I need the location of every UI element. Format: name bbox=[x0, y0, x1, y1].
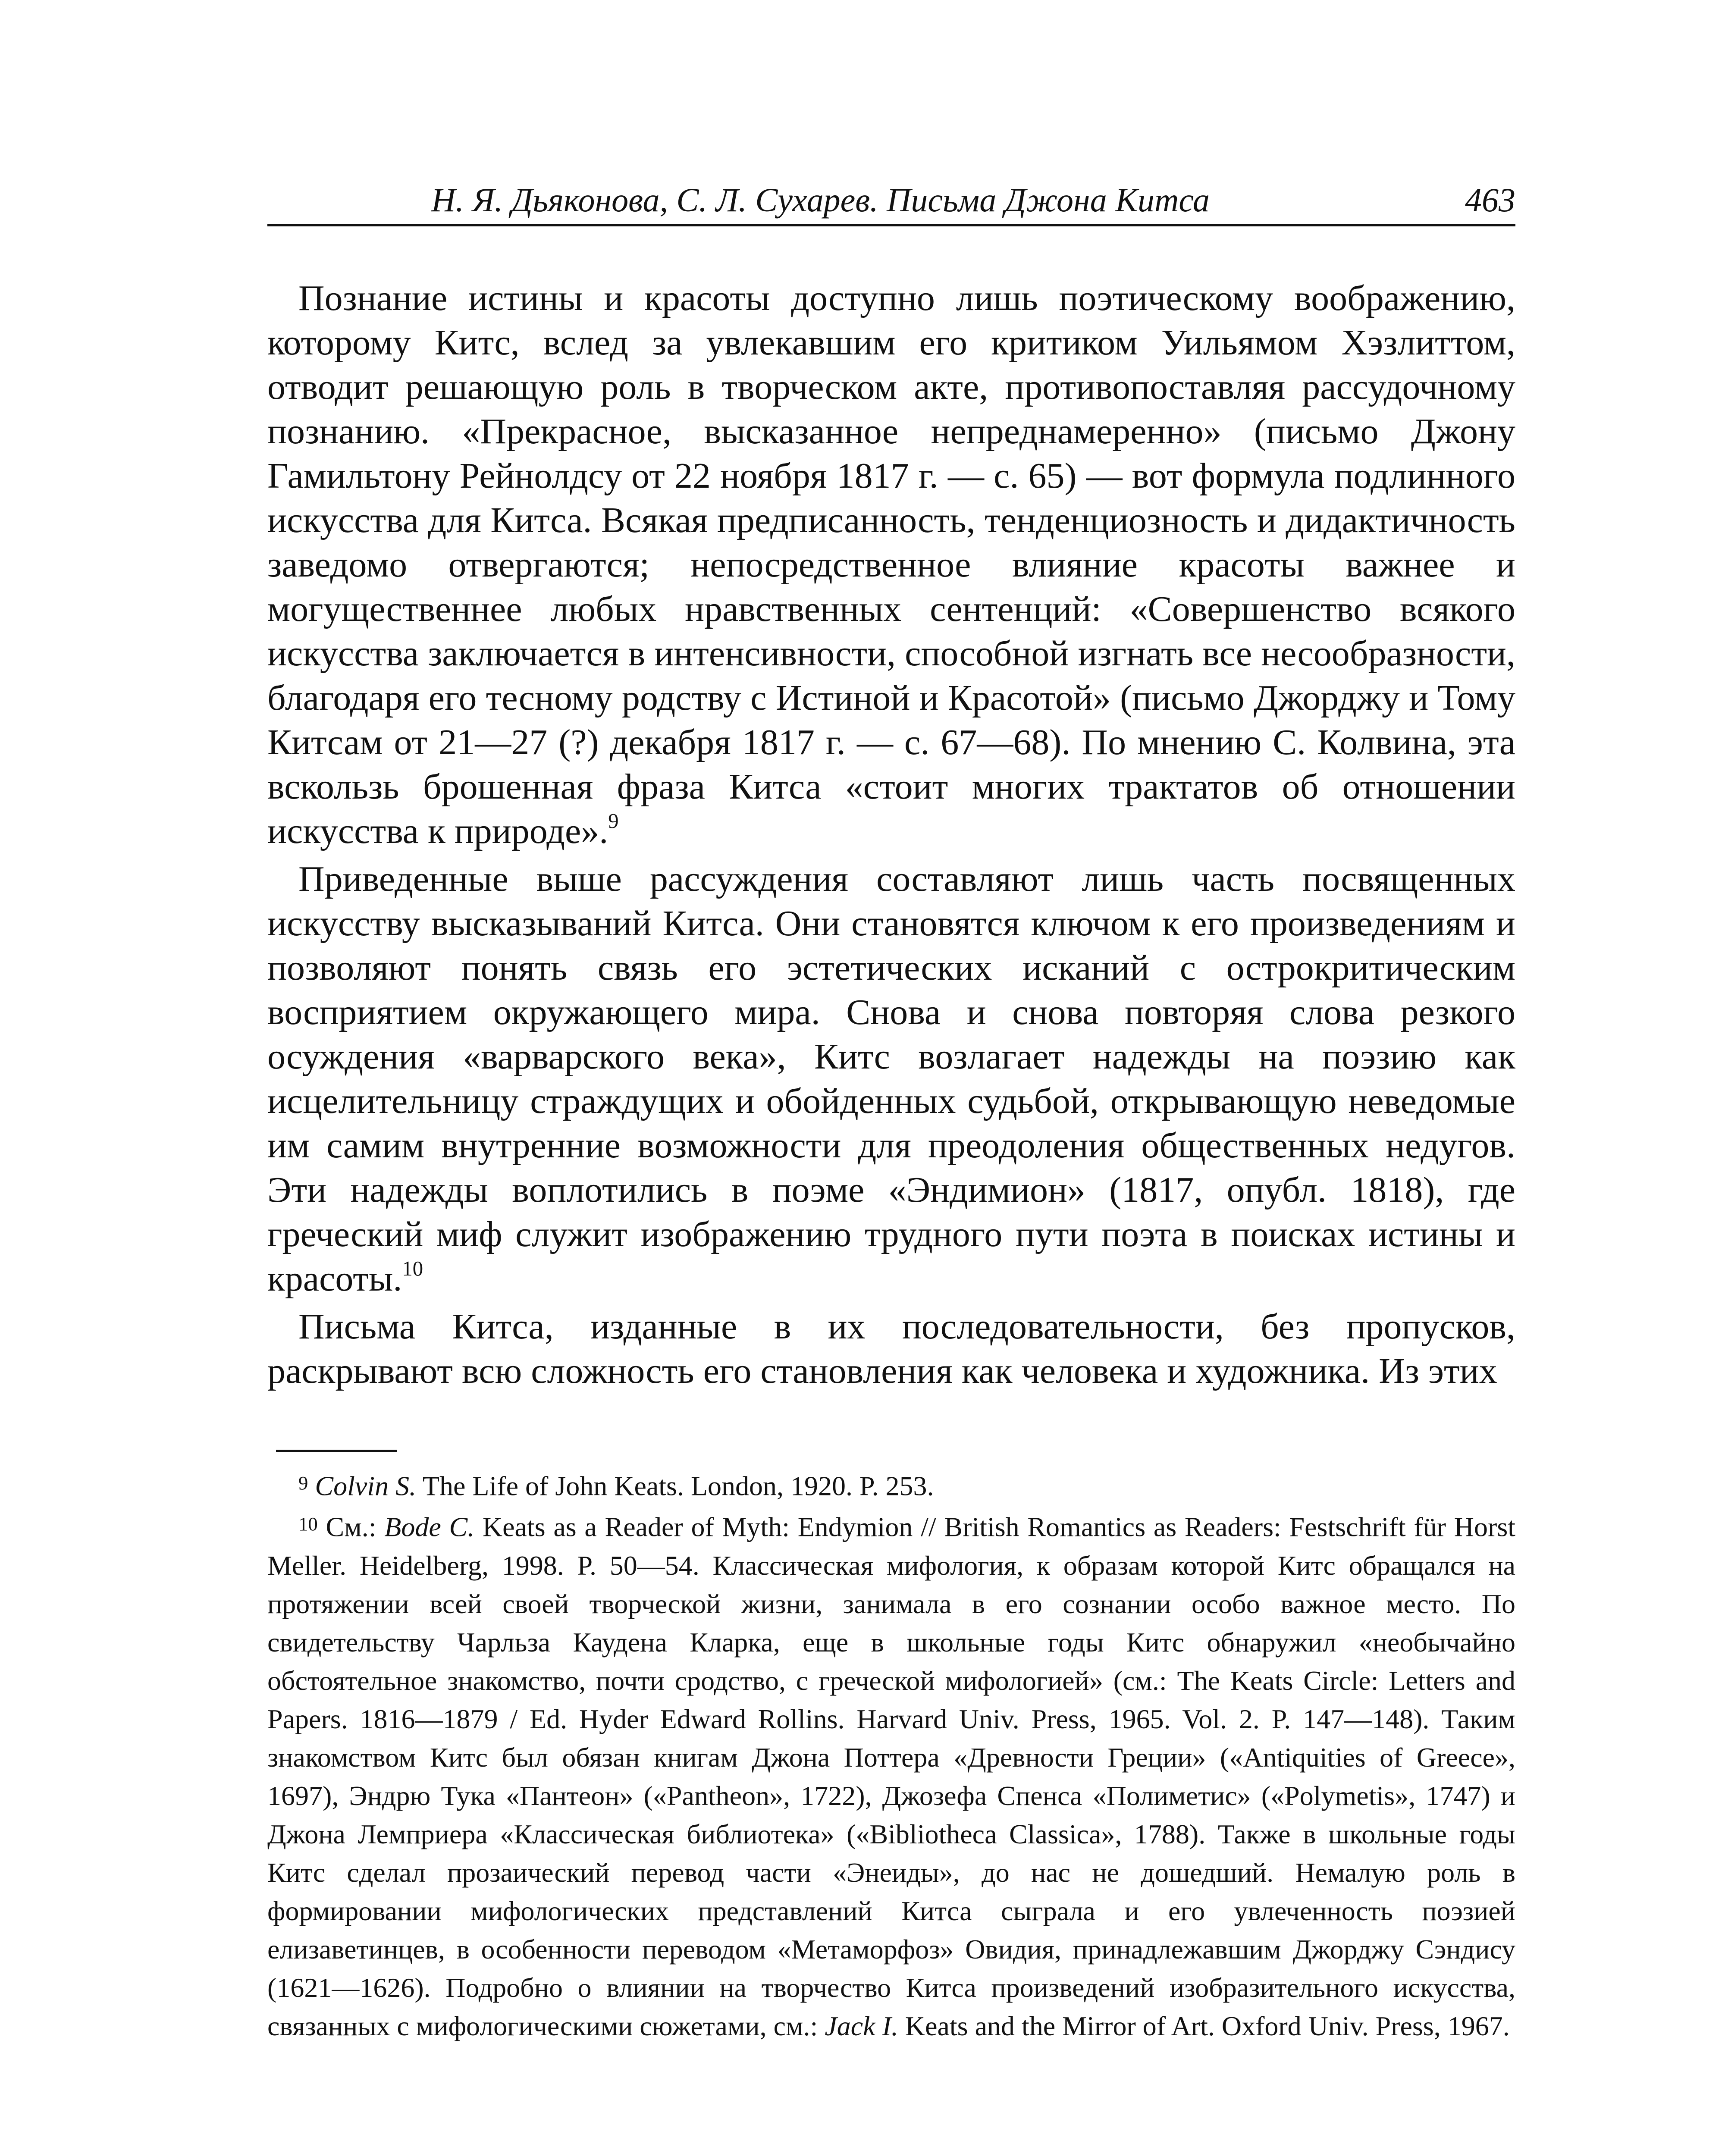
paragraph-1 bbox=[267, 276, 1515, 853]
footnote-10-text-1: Keats as a Reader of Myth: Endymion // British Romantics as Readers: Festschrift für Horst Meller. Heidelberg, 1998. P. 50—54. Классическая мифология, к образам которой Китс обращался на протяжении всей своей творческой жизни, занимала в его сознании особо важное место. По свидетельству Чарльза Каудена Кларка, еще в школьные годы Китс обнаружил «необычайно обстоятельное знакомство, почти сродство, с греческой мифологией» (см.: The Keats Circle: Letters and Papers. 1816—1879 / Ed. Hyder Edward Rollins. Harvard Univ. Press, 1965. Vol. 2. P. 147—148). Таким знакомством Китс был обязан книгам Джона Поттера «Древности Греции» («Antiquities of Greece», 1697), Эндрю Тука «Пантеон» («Pantheon», 1722), Джозефа Спенса «Полиметис» («Polymetis», 1747) и Джона Лемприера «Классическая библиотека» («Bibliotheca Classica», 1788). Также в школьные годы Китс сделал прозаический перевод части «Энеиды», до нас не дошедший. Немалую роль в формировании мифологических представлений Китса сыграла и его увлеченность поэзией елизаветинцев, в особенности переводом «Метаморфоз» Овидия, принадлежавшим Джорджу Сэндису (1621—1626). Подробно о влиянии на творчество Китса произведений изобразительного искусства, связанных с мифологическими сюжетами, см.: bbox=[267, 1511, 1516, 2041]
running-head-title: Н. Я. Дьяконова, С. Л. Сухарев. Письма Джона Китса bbox=[431, 181, 1210, 219]
footnote-separator bbox=[276, 1450, 397, 1452]
footnote-10-text-2: Keats and the Mirror of Art. Oxford Univ. Press, 1967. bbox=[898, 2010, 1510, 2041]
footnote-9 bbox=[267, 1464, 1515, 1505]
page-number: 463 bbox=[1465, 181, 1515, 219]
footnote-10-see: См.: bbox=[317, 1511, 385, 1542]
body-text bbox=[267, 276, 1515, 1393]
paragraph-2-text: Приведенные выше рассуждения составляют лишь часть посвященных искусству высказываний Китса. Они становятся ключом к его произведениям и позволяют понять связь его эстетических исканий с острокритическим восприятием окружающего мира. Снова и снова повторяя слова резкого осуждения «варварского века», Китс возлагает надежды на поэзию как исцелительницу страждущих и обойденных судьбой, открывающую неведомые им самим внутренние возможности для преодоления общественных недугов. Эти надежды воплотились в поэме «Эндимион» (1817, опубл. 1818), где греческий миф служит изображению трудного пути поэта в поисках истины и красоты. bbox=[267, 859, 1515, 1299]
paragraph-3: Письма Китса, изданные в их последовательности, без пропусков, раскрывают всю сложность его становления как человека и художника. Из этих bbox=[267, 1307, 1515, 1391]
footnotes bbox=[267, 1464, 1515, 2045]
paragraph-1-text: Познание истины и красоты доступно лишь поэтическому воображению, которому Китс, вслед за увлекавшим его критиком Уильямом Хэзлиттом, отводит решающую роль в творческом акте, противопоставляя рассудочному познанию. «Прекрасное, высказанное непреднамеренно» (письмо Джону Гамильтону Рейнолдсу от 22 ноября 1817 г. — с. 65) — вот формула подлинного искусства для Китса. Всякая предписанность, тенденциозность и дидактичность заведомо отвергаются; непосредственное влияние красоты важнее и могущественнее любых нравственных сентенций: «Совершенство всякого искусства заключается в интенсивности, способной изгнать все несообразности, благодаря его тесному родству с Истиной и Красотой» (письмо Джорджу и Тому Китсам от 21—27 (?) декабря 1817 г. — с. 67—68). По мнению С. Колвина, эта вскользь брошенная фраза Китса «стоит многих трактатов об отношении искусства к природе». bbox=[267, 278, 1515, 851]
footnote-10-number: 10 bbox=[298, 1513, 318, 1535]
footnote-10-author-1: Bode C. bbox=[384, 1511, 475, 1542]
footnote-9-number: 9 bbox=[298, 1472, 308, 1494]
footnote-10-author-2: Jack I. bbox=[825, 2010, 898, 2041]
footnote-10 bbox=[267, 1505, 1515, 2045]
footnote-9-text: The Life of John Keats. London, 1920. P. 253. bbox=[416, 1470, 934, 1501]
footnote-ref-10: 10 bbox=[402, 1257, 423, 1280]
paragraph-2 bbox=[267, 857, 1515, 1301]
footnote-ref-9: 9 bbox=[608, 809, 619, 833]
running-head bbox=[267, 176, 1515, 226]
footnote-9-author: Colvin S. bbox=[315, 1470, 417, 1501]
